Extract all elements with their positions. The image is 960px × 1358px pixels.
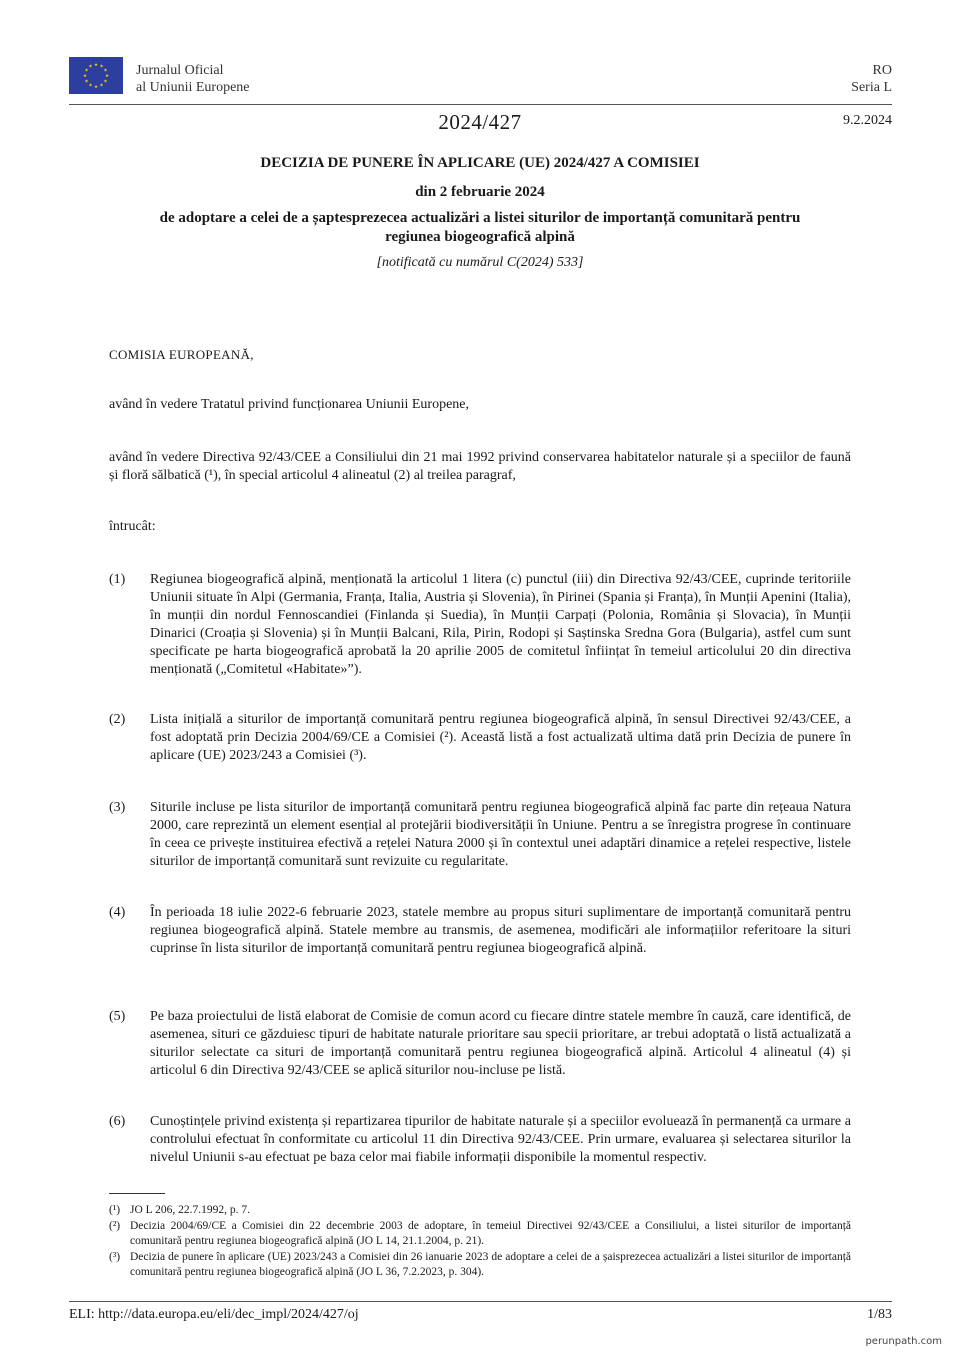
flag-star: ★ [88, 82, 93, 88]
doc-number: 2024/427 [438, 110, 522, 134]
decision-date: din 2 februarie 2024 [415, 184, 545, 200]
flag-star: ★ [103, 78, 108, 84]
language-series [851, 62, 892, 96]
decision-title: DECIZIA DE PUNERE ÎN APLICARE (UE) 2024/427 A COMISIEI [260, 155, 700, 171]
preamble-treaty: având în vedere Tratatul privind funcționarea Uniunii Europene, [109, 397, 470, 412]
flag-star: ★ [93, 62, 99, 68]
journal-line1: Jurnalul Oficial [136, 63, 224, 78]
flag-star: ★ [99, 82, 104, 88]
flag-star: ★ [84, 67, 89, 73]
flag-star: ★ [82, 73, 88, 79]
preamble-commission: COMISIA EUROPEANĂ, [109, 347, 254, 362]
journal-name [136, 62, 250, 96]
language-code: RO [872, 63, 892, 78]
flag-star: ★ [99, 63, 104, 69]
watermark: perunpath.com [865, 1336, 942, 1347]
flag-star: ★ [84, 78, 89, 84]
page-number: 1/83 [867, 1307, 892, 1322]
flag-star: ★ [93, 84, 99, 90]
preamble-directive: având în vedere Directiva 92/43/CEE a Consiliului din 21 mai 1992 privind conservarea habitatelor naturale și a speciilor de faună și floră sălbatică (¹), în special articolul 4 alineatul (2) al treilea paragraf, [109, 450, 851, 483]
recital-number: (6) [109, 1114, 126, 1129]
footnote-mark: (²) [109, 1220, 121, 1232]
footnote-mark: (¹) [109, 1204, 121, 1216]
eu-flag-icon [69, 57, 123, 94]
recital-text: Lista inițială a siturilor de importanță comunitară pentru regiunea biogeografică alpină, în sensul Directivei 92/43/CEE, a fost adoptată prin Decizia 2004/69/CE a Comisiei (²). Această listă a fost actualizată ultima dată prin Decizia de punere în aplicare (UE) 2023/243 a Comisiei (³). [150, 712, 851, 763]
footnote-text: JO L 206, 22.7.1992, p. 7. [130, 1204, 251, 1216]
recital-number: (5) [109, 1009, 126, 1024]
recital-number: (1) [109, 572, 126, 587]
recital-number: (3) [109, 800, 126, 815]
recital-number: (4) [109, 905, 126, 920]
recital-number: (2) [109, 712, 126, 727]
recital-text: Regiunea biogeografică alpină, menționată la articolul 1 litera (c) punctul (iii) din Directiva 92/43/CEE, cuprinde teritoriile Uniunii situate în Alpi (Germania, Franța, Italia, Austria și Slovenia), în Pirinei (Spania și Franța), în Munții Apenini (Italia), în munții din nordul Fennoscandiei (Finlanda și Suedia), în Munții Carpați (Polonia, România și Slovacia), în Munții Dinarici (Croația și Slovenia) și în Munții Balcani, Rila, Pirin, Rodopi și Saștinska Sredna Gora (Bulgaria), astfel cum sunt specificate pe harta biogeografică aprobată la 20 aprilie 2005 de comitetul înființat în temeiul articolului 20 din directiva menționată („Comitetul «Habitate»”). [150, 572, 851, 677]
recital-text: În perioada 18 iulie 2022-6 februarie 2023, statele membre au propus situri suplimentare de importanță comunitară pentru regiunea biogeografică alpină. Statele membre au transmis, de asemenea, modificări ale informațiilor referitoare la situri cuprinse în lista siturilor de importanță comunitară pentru regiunea biogeografică alpină. [150, 905, 851, 956]
flag-star: ★ [88, 63, 93, 69]
notification-number: [notificată cu numărul C(2024) 533] [376, 255, 584, 270]
footnote-text: Decizia 2004/69/CE a Comisiei din 22 decembrie 2003 de adoptare, în temeiul Directivei 92/43/CEE a Consiliului, a listei siturilor de importanță comunitară pentru regiunea biogeografică alpină (JO L 14, 21.1.2004, p. 21). [130, 1220, 851, 1247]
series-label: Seria L [851, 80, 892, 95]
flag-star: ★ [104, 73, 110, 79]
recital-text: Cunoștințele privind existența și repartizarea tipurilor de habitate naturale și a speciilor evoluează în permanență ca urmare a controlului efectuat în conformitate cu articolul 11 din Directiva 92/43/CEE. Prin urmare, evaluarea și selectarea siturilor la nivelul Uniunii s-au efectuat pe baza celor mai fiabile informații disponibile la momentul respectiv. [150, 1114, 851, 1165]
recital-text: Pe baza proiectului de listă elaborat de Comisie de comun acord cu fiecare dintre statele membre în cauză, care identifică, de asemenea, situri ce găzduiesc tipuri de habitate naturale prioritare sau specii prioritare, ar trebui adoptată o listă actualizată a siturilor selectate ca situri de importanță comunitară pentru regiunea biogeografică alpină. Articolul 4 alineatul (4) și articolul 6 din Directiva 92/43/CEE se aplică siturilor nou-incluse pe listă. [150, 1009, 851, 1078]
recital-text: Siturile incluse pe lista siturilor de importanță comunitară pentru regiunea biogeografică alpină fac parte din rețeaua Natura 2000, care reprezintă un element esențial al protejării biodiversității în Uniune. Pentru a se înregistra progrese în continuare în ceea ce privește instituirea efectivă a rețelei Natura 2000 și în contextul unei adaptări dinamice a rețelei respective, listele siturilor de importanță comunitară sunt revizuite cu regularitate. [150, 800, 851, 869]
footer-divider [69, 1301, 892, 1302]
footnote-divider [109, 1193, 165, 1194]
footnote-mark: (³) [109, 1251, 121, 1263]
flag-star: ★ [103, 67, 108, 73]
preamble-whereas: întrucât: [109, 519, 156, 534]
footnote-text: Decizia de punere în aplicare (UE) 2023/243 a Comisiei din 26 ianuarie 2023 de adoptare a celei de a șaisprezecea actualizări a listei siturilor de importanță comunitară pentru regiunea biogeografică alpină (JO L 36, 7.2.2023, p. 304). [130, 1251, 851, 1278]
doc-date: 9.2.2024 [843, 113, 892, 128]
header-divider [69, 104, 892, 105]
decision-subject: de adoptare a celei de a șaptesprezecea actualizări a listei siturilor de importanță comunitară pentru regiunea biogeografică alpină [159, 210, 801, 245]
journal-line2: al Uniunii Europene [136, 80, 250, 95]
eli-link[interactable]: ELI: http://data.europa.eu/eli/dec_impl/2024/427/oj [69, 1307, 359, 1322]
